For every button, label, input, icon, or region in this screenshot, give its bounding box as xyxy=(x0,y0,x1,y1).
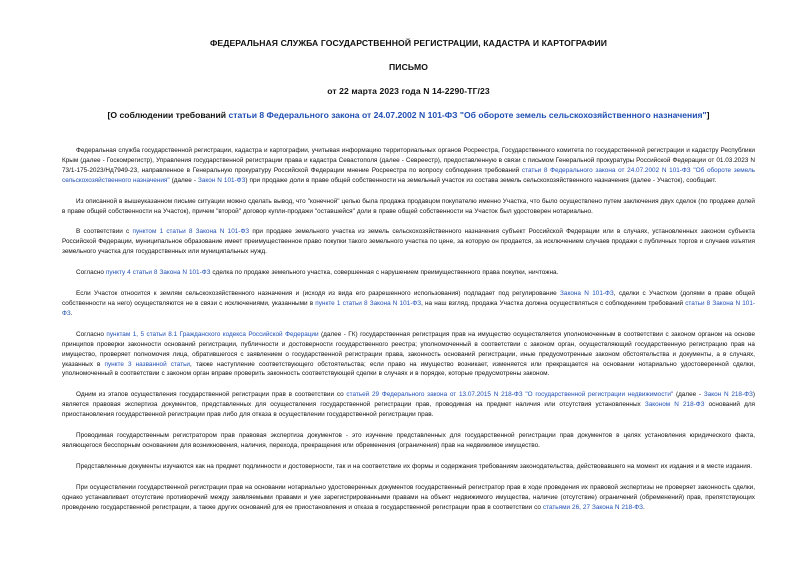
legal-reference-link[interactable]: пункте 1 статьи 8 Закона N 101-ФЗ xyxy=(315,299,422,307)
legal-reference-link[interactable]: Закон N 101-ФЗ xyxy=(197,176,246,184)
paragraph-text: Одним из этапов осуществления государственной регистрации прав в соответствии со xyxy=(76,391,347,399)
legal-reference-link[interactable]: Законом N 218-ФЗ xyxy=(644,401,705,409)
paragraph-text: при продаже земельного участка из земель сельскохозяйственного назначения субъект Российской Федерации или в случаях, установленных законом субъекта Российской Федерации, муниципальное образование имеет преимущественное право покупки такого земельного участка по цене, за которую он продается, за исключением случаев продажи с публичных торгов и случаев изъятия земельного участка для государственных или муниципальных нужд. xyxy=(62,228,755,256)
paragraph-text: (далее - xyxy=(169,176,198,184)
paragraph-text: Представленные документы изучаются как на предмет подлинности и достоверности, так и на соответствие их формы и содержания требованиям законодательства, действовавшего на момент их издания и в месте издания. xyxy=(76,462,753,470)
paragraph-text: Федеральная служба государственной регистрации, кадастра и картографии, учитывая информацию территориальных органов Росреестра, Государственного комитета по государственной регистрации и кадастру Республики Крым (далее - Госкомрегистр), Управления государственной регистрации права и кадастра Севастополя (далее - Севреестр), предоставленную в связи с письмом Генеральной прокуратуры Российской Федерации от 01.03.2023 N 73/1-175-2023/Нд7949-23, направленное в Генеральную прокуратуру Российской Федерации мнение Росреестра по вопросу соблюдения требований xyxy=(62,147,755,174)
document-type: ПИСЬМО xyxy=(389,62,428,72)
paragraph-text: При осуществлении государственной регистрации прав на основании нотариально удостоверенных документов государственный регистратор прав в ходе проведения их правовой экспертизы не проверяет законность сделки, однако устанавливает отсутствие противоречий между заявляемыми правами и уже зарегистрированными правами на объект недвижимого имущества, наличие (отсутствие) ограничений (обременений) прав, препятствующих проведению государственной регистрации, а также других оснований для ее приостановления и отказа в государственной регистрации прав в соответствии со xyxy=(62,483,755,511)
paragraph-text: . xyxy=(70,309,73,317)
legal-reference-link[interactable]: пунктам 1, 5 статьи 8.1 Гражданского кодекса Российской Федерации xyxy=(106,330,319,338)
body-paragraph xyxy=(62,289,755,319)
paragraph-text: Согласно xyxy=(76,269,106,277)
legal-reference-link[interactable]: Закона N 101-ФЗ xyxy=(560,290,614,298)
document-body xyxy=(62,146,755,512)
subject-link[interactable]: статьи 8 Федерального закона от 24.07.2002 N 101-ФЗ "Об обороте земель сельскохозяйственного назначения" xyxy=(228,110,707,120)
paragraph-text: оснований для приостановления государственной регистрации прав либо для отказа в осуществлении государственной регистрации прав. xyxy=(62,401,756,419)
paragraph-text: сделка по продаже земельного участка, совершенная с нарушением преимущественного права покупки, ничтожна. xyxy=(210,269,559,277)
paragraph-text: , сделки с Участком (долями в праве общей собственности на него) осуществляются не в связи с исключениями, указанными в xyxy=(62,290,755,307)
body-paragraph xyxy=(62,146,755,186)
body-paragraph xyxy=(62,330,755,380)
paragraph-text: В соответствии с xyxy=(76,228,133,236)
legal-reference-link[interactable]: Закон N 218-ФЗ xyxy=(703,391,753,399)
body-paragraph xyxy=(62,268,755,278)
document-subject xyxy=(62,110,755,120)
legal-reference-link[interactable]: пункте 3 названной статьи xyxy=(104,360,191,368)
legal-reference-link[interactable]: пунктом 1 статьи 8 Закона N 101-ФЗ xyxy=(132,228,250,236)
subject-suffix: ] xyxy=(706,110,710,120)
paragraph-text: Проводимая государственным регистратором прав правовая экспертиза документов - это изучение представленных для государственной регистрации прав документов в целях установления юридического факта, являющегося бесспорным основанием для возникновения, наличия, перехода, прекращения или обременения (ограничения) прав на недвижимое имущество. xyxy=(62,432,755,449)
legal-reference-link[interactable]: пункту 4 статьи 8 Закона N 101-ФЗ xyxy=(105,269,211,277)
paragraph-text: Согласно xyxy=(76,330,107,338)
legal-reference-link[interactable]: статьи 8 Закона N 101-ФЗ xyxy=(62,299,755,317)
subject-prefix: [О соблюдении требований xyxy=(107,110,229,120)
paragraph-text: ) при продаже доли в праве общей собственности на земельный участок из состава земель сельскохозяйственного назначения (далее - Участок), сообщает. xyxy=(245,176,717,184)
body-paragraph xyxy=(62,197,755,217)
document-date-number: от 22 марта 2023 года N 14-2290-ТГ/23 xyxy=(327,86,490,96)
legal-reference-link[interactable]: статьями 26, 27 Закона N 218-ФЗ xyxy=(542,503,643,511)
paragraph-text: . xyxy=(642,503,645,511)
legal-reference-link[interactable]: статьи 8 Федерального закона от 24.07.2002 N 101-ФЗ "Об обороте земель сельскохозяйственного назначения" xyxy=(62,166,756,184)
paragraph-text: (далее - ГК) государственная регистрация прав на имущество осуществляется уполномоченным в соответствии с законом органом на основе принципов проверки законности оснований регистрации, публичности и достоверности государственного реестра; уполномоченный в соответствии с законом орган, осуществляющий государственную регистрацию прав на имущество, проверяет полномочия лица, обратившегося с заявлением о государственной регистрации права, законность оснований регистрации, иные предусмотренные законом обстоятельства и документы, а в случаях, указанных в xyxy=(62,330,755,368)
body-paragraph xyxy=(62,431,755,451)
agency-heading: ФЕДЕРАЛЬНАЯ СЛУЖБА ГОСУДАРСТВЕННОЙ РЕГИСТРАЦИИ, КАДАСТРА И КАРТОГРАФИИ xyxy=(209,38,608,48)
paragraph-text: (далее - xyxy=(673,391,704,399)
legal-reference-link[interactable]: статьей 29 Федерального закона от 13.07.2015 N 218-ФЗ "О государственной регистрации недвижимости" xyxy=(346,391,674,399)
body-paragraph xyxy=(62,227,755,257)
paragraph-text: , на наш взгляд, продажа Участка должна осуществляться с соблюдением требований xyxy=(421,299,686,307)
paragraph-text: Из описанной в вышеуказанном письме ситуации можно сделать вывод, что "конечной" целью была продажа продавцом покупателю именно Участка, что было осуществлено путем заключения двух сделок (по продаже долей в праве общей собственности на Участок), причем "второй" договор купли-продажи "оставшейся" доли в праве общей собственности на Участок был удостоверен нотариально. xyxy=(62,197,755,215)
body-paragraph xyxy=(62,483,755,513)
body-paragraph xyxy=(62,462,755,472)
paragraph-text: , также наступление соответствующего обстоятельства; если право на имущество возникает, изменяется или прекращается на основании нотариально удостоверенной сделки, уполномоченный в соответствии с законом орган вправе проверить законность соответствующей сделки в случаях и в порядке, которые предусмотрены законом. xyxy=(62,360,755,378)
body-paragraph xyxy=(62,390,755,420)
paragraph-text: Если Участок относится к землям сельскохозяйственного назначения и (исходя из вида его разрешенного использования) подпадает под регулирование xyxy=(76,290,561,298)
paragraph-text: ) является правовая экспертиза документов, представленных для осуществления государственной регистрации прав, проводимая на предмет наличия или отсутствия установленных xyxy=(62,391,755,409)
